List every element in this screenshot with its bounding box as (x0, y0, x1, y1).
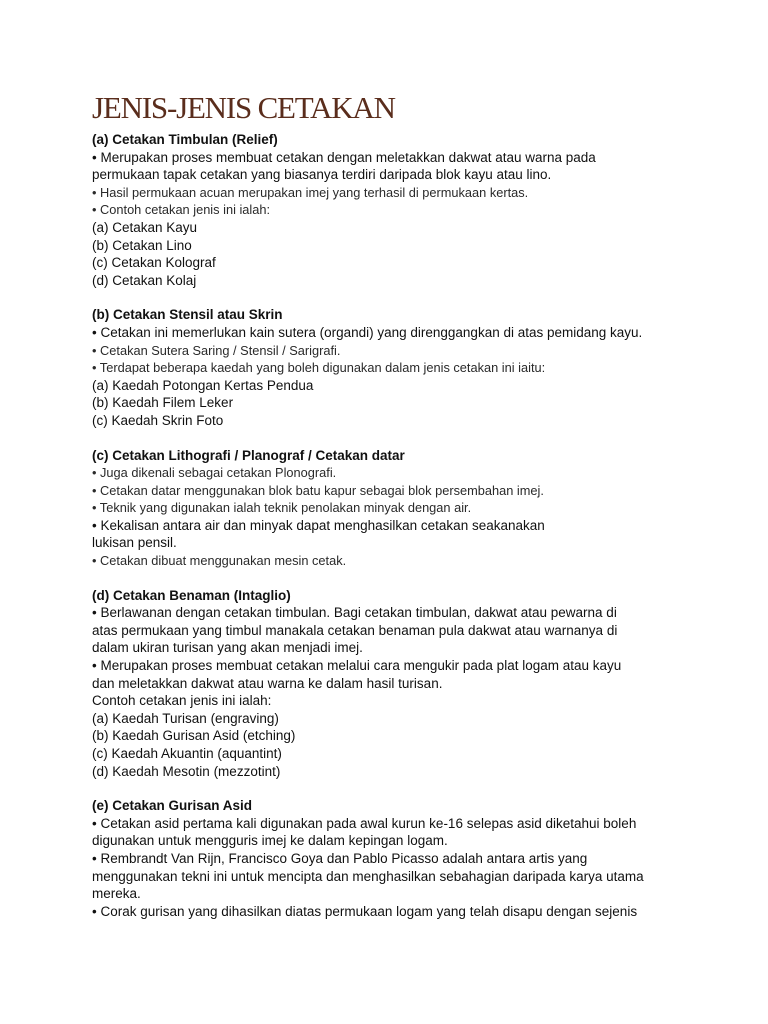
list-item: (d) Cetakan Kolaj (92, 272, 197, 288)
text-line: • Berlawanan dengan cetakan timbulan. Bagi cetakan timbulan, dakwat atau pewarna di (92, 605, 617, 621)
list-item: (b) Kaedah Filem Leker (92, 395, 234, 411)
list-item: (c) Kaedah Skrin Foto (92, 412, 224, 428)
text-line: menggunakan tekni ini untuk mencipta dan menghasilkan sebahagian daripada karya utama (92, 868, 644, 884)
text-line: dan meletakkan dakwat atau warna ke dalam hasil turisan. (92, 675, 443, 691)
section-heading: (e) Cetakan Gurisan Asid (92, 798, 253, 814)
text-line: lukisan pensil. (92, 535, 177, 551)
list-item: (a) Kaedah Turisan (engraving) (92, 710, 279, 726)
document-title: JENIS-JENIS CETAKAN (92, 90, 395, 125)
list-item: (a) Cetakan Kayu (92, 219, 198, 235)
text-line: • Hasil permukaan acuan merupakan imej yang terhasil di permukaan kertas. (92, 184, 529, 200)
text-line: • Contoh cetakan jenis ini ialah: (92, 202, 271, 218)
section-heading: (c) Cetakan Lithografi / Planograf / Cetakan datar (92, 447, 405, 463)
section-heading: (a) Cetakan Timbulan (Relief) (92, 132, 278, 147)
section-stencil (92, 306, 698, 429)
text-line: atas permukaan yang timbul manakala cetakan benaman pula dakwat atau warnanya di (92, 622, 618, 638)
section-intaglio (92, 587, 698, 781)
text-line: dalam ukiran turisan yang akan menjadi imej. (92, 640, 363, 656)
section-relief (92, 131, 698, 289)
text-line: • Corak gurisan yang dihasilkan diatas permukaan logam yang telah disapu dengan sejenis (92, 903, 638, 919)
text-line: digunakan untuk mengguris imej ke dalam kepingan logam. (92, 833, 448, 849)
section-heading: (b) Cetakan Stensil atau Skrin (92, 307, 283, 323)
text-line: • Kekalisan antara air dan minyak dapat menghasilkan cetakan seakanakan (92, 517, 545, 533)
section-acid-etching (92, 797, 698, 920)
text-line: • Juga dikenali sebagai cetakan Plonografi. (92, 465, 337, 481)
text-line: • Cetakan Sutera Saring / Stensil / Sarigrafi. (92, 342, 341, 358)
text-line: • Cetakan asid pertama kali digunakan pada awal kurun ke-16 selepas asid diketahui boleh (92, 815, 637, 831)
list-item: (d) Kaedah Mesotin (mezzotint) (92, 763, 281, 779)
text-line: • Teknik yang digunakan ialah teknik penolakan minyak dengan air. (92, 500, 472, 516)
text-line: • Merupakan proses membuat cetakan dengan meletakkan dakwat atau warna pada (92, 149, 596, 165)
list-item: (b) Cetakan Lino (92, 237, 192, 253)
list-item: (a) Kaedah Potongan Kertas Pendua (92, 377, 314, 393)
list-item: (c) Kaedah Akuantin (aquantint) (92, 746, 282, 761)
section-heading: (d) Cetakan Benaman (Intaglio) (92, 587, 291, 603)
text-line: • Cetakan datar menggunakan blok batu kapur sebagai blok persembahan imej. (92, 482, 544, 498)
list-item: (b) Kaedah Gurisan Asid (etching) (92, 728, 296, 744)
text-line: • Cetakan ini memerlukan kain sutera (organdi) yang direnggangkan di atas pemidang kayu. (92, 324, 643, 340)
section-lithography (92, 447, 698, 570)
text-line: permukaan tapak cetakan yang biasanya terdiri daripada blok kayu atau lino. (92, 167, 552, 183)
text-line: Contoh cetakan jenis ini ialah: (92, 693, 272, 709)
text-line: mereka. (92, 886, 141, 902)
text-line: • Cetakan dibuat menggunakan mesin cetak. (92, 553, 347, 569)
list-item: (c) Cetakan Kolograf (92, 255, 216, 271)
text-line: • Merupakan proses membuat cetakan melalui cara mengukir pada plat logam atau kayu (92, 658, 622, 674)
text-line: • Terdapat beberapa kaedah yang boleh digunakan dalam jenis cetakan ini iaitu: (92, 360, 546, 376)
text-line: • Rembrandt Van Rijn, Francisco Goya dan Pablo Picasso adalah antara artis yang (92, 850, 588, 866)
